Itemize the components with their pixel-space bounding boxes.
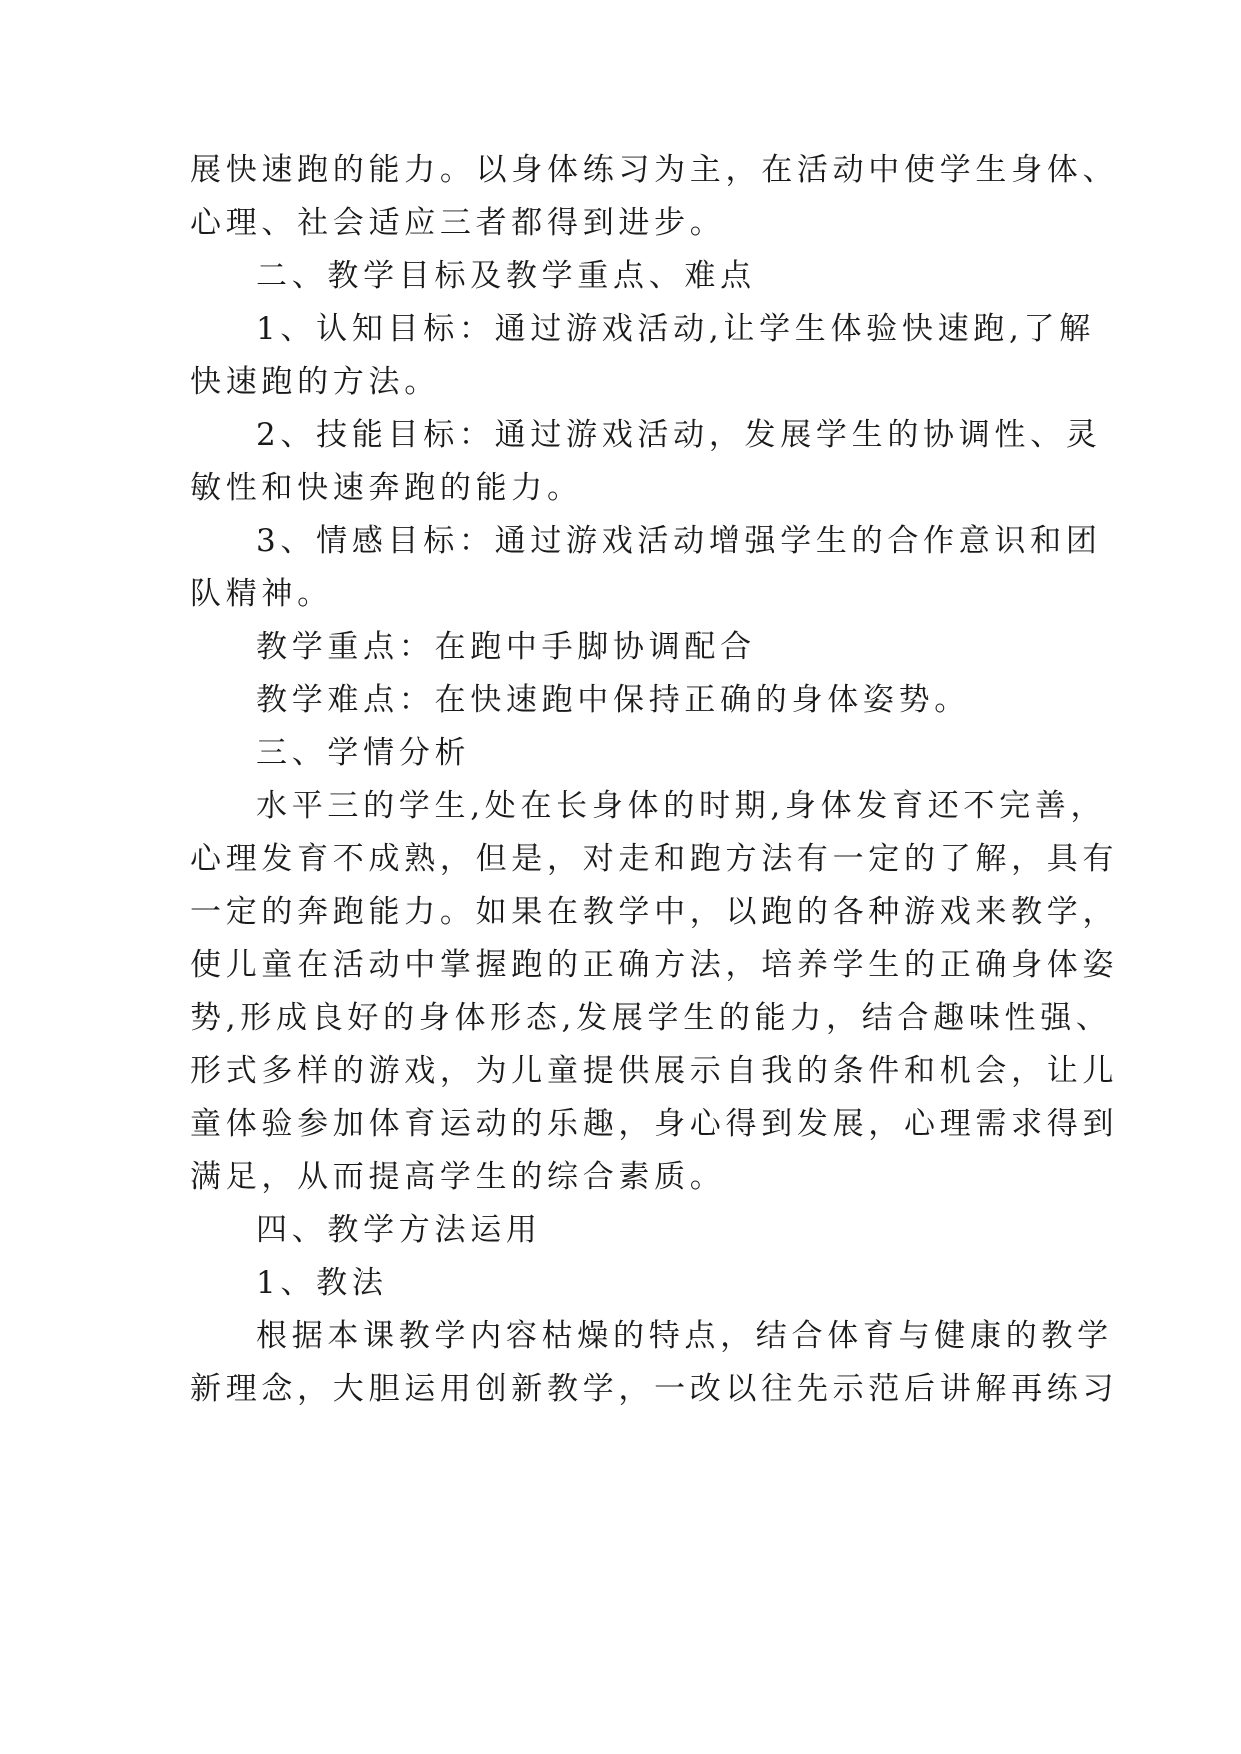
paragraph-line: 一定的奔跑能力。如果在教学中，以跑的各种游戏来教学， bbox=[190, 894, 1119, 930]
subsection-heading: 1、教法 bbox=[256, 1265, 388, 1301]
paragraph-line: 心理发育不成熟，但是，对走和跑方法有一定的了解，具有 bbox=[190, 841, 1119, 877]
paragraph-line: 敏性和快速奔跑的能力。 bbox=[190, 470, 583, 506]
section-heading: 二、教学目标及教学重点、难点 bbox=[256, 258, 756, 294]
paragraph-line: 童体验参加体育运动的乐趣，身心得到发展，心理需求得到 bbox=[190, 1106, 1119, 1142]
paragraph-line: 根据本课教学内容枯燥的特点，结合体育与健康的教学 bbox=[256, 1318, 1113, 1354]
paragraph-line: 2、技能目标：通过游戏活动，发展学生的协调性、灵 bbox=[256, 417, 1102, 453]
paragraph-line: 教学难点：在快速跑中保持正确的身体姿势。 bbox=[256, 682, 970, 718]
paragraph-line: 水平三的学生,处在长身体的时期,身体发育还不完善， bbox=[256, 788, 1107, 824]
paragraph-line: 1、认知目标：通过游戏活动,让学生体验快速跑,了解 bbox=[256, 311, 1095, 347]
paragraph-line: 展快速跑的能力。以身体练习为主，在活动中使学生身体、 bbox=[190, 152, 1119, 188]
paragraph-line: 满足，从而提高学生的综合素质。 bbox=[190, 1159, 726, 1195]
paragraph-line: 使儿童在活动中掌握跑的正确方法，培养学生的正确身体姿 bbox=[190, 947, 1119, 983]
paragraph-line: 教学重点：在跑中手脚协调配合 bbox=[256, 629, 756, 665]
section-heading: 四、教学方法运用 bbox=[256, 1212, 542, 1248]
paragraph-line: 快速跑的方法。 bbox=[190, 364, 440, 400]
paragraph-line: 势,形成良好的身体形态,发展学生的能力，结合趣味性强、 bbox=[190, 1000, 1112, 1036]
paragraph-line: 形式多样的游戏，为儿童提供展示自我的条件和机会，让儿 bbox=[190, 1053, 1119, 1089]
paragraph-line: 队精神。 bbox=[190, 576, 333, 612]
paragraph-line: 新理念，大胆运用创新教学，一改以往先示范后讲解再练习 bbox=[190, 1371, 1119, 1407]
paragraph-line: 3、情感目标：通过游戏活动增强学生的合作意识和团 bbox=[256, 523, 1102, 559]
paragraph-line: 心理、社会适应三者都得到进步。 bbox=[190, 205, 726, 241]
section-heading: 三、学情分析 bbox=[256, 735, 471, 771]
